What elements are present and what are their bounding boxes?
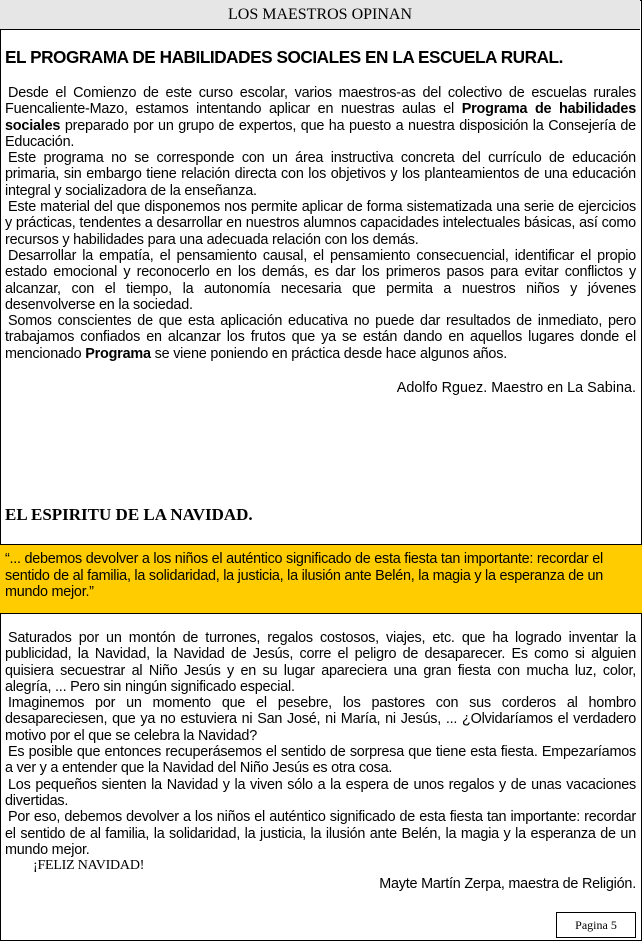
program-name-bold: Programa de habilidades sociales	[5, 101, 636, 134]
article-espiritu-navidad	[5, 630, 636, 893]
page-number-box: Pagina 5	[556, 912, 636, 938]
article1-body	[5, 85, 636, 362]
article1-paragraph-4: Desarrollar la empatía, el pensamiento causal, el pensamiento consecuencial, identificar el propio estado emocional y reconocerlo en los demás, es dar los primeros pasos para evitar conflictos y alcanzar, con el tiempo, la autonomía necesaria que permita a nuestros niños y jóvenes desenvolverse en la sociedad.	[5, 247, 636, 313]
article1-title: EL PROGRAMA DE HABILIDADES SOCIALES EN LA ESCUELA RURAL.	[5, 47, 563, 67]
program-bold: Programa	[85, 345, 151, 362]
article1-paragraph-2: Este programa no se corresponde con un área instructiva concreta del currículo de educación primaria, sin embargo tiene relación directa con los objetivos y los planteamientos de una educación integral y socializadora de la enseñanza.	[5, 150, 636, 199]
article-habilidades-sociales	[5, 47, 636, 396]
highlight-quote: “... debemos devolver a los niños el auténtico significado de esta fiesta tan importante: recordar el sentido de al familia, la solidaridad, la justicia, la ilusión ante Belén, la magia y la esperanza de un mundo mejor.”	[0, 544, 642, 614]
article2-paragraph-2: Imaginemos por un momento que el pesebre, los pastores con sus corderos al hombro desapareciesen, que ya no estuviera ni San José, ni María, ni Jesús, ... ¿Olvidaríamos el verdadero motivo por el que se celebra la Navidad?	[5, 695, 636, 744]
article2-paragraph-4: Los pequeños sienten la Navidad y la viven sólo a la espera de unos regalos y de unas vacaciones divertidas.	[5, 776, 636, 809]
article2-paragraph-5: Por eso, debemos devolver a los niños el auténtico significado de esta fiesta tan importante: recordar el sentido de al familia, la solidaridad, la justicia, la ilusión ante Belén, la magia y la esperanza de un mundo mejor.	[5, 809, 636, 858]
article1-signature: Adolfo Rguez. Maestro en La Sabina.	[396, 380, 636, 397]
article1-paragraph-5: Somos conscientes de que esta aplicación educativa no puede dar resultados de inmediato, pero trabajamos confiados en alcanzar los frutos que ya se están dando en aquellos lugares donde el mencionado Programa se viene poniendo en práctica desde hace algunos años.	[5, 313, 636, 362]
section-header: LOS MAESTROS OPINAN	[0, 0, 640, 30]
article1-paragraph-3: Este material del que disponemos nos permite aplicar de forma sistematizada una serie de ejercicios y prácticas, tendentes a desarrollar en nuestros alumnos capacidades intelectuales básicas, así como recursos y habilidades para una adecuada relación con los demás.	[5, 199, 636, 248]
article2-title: EL ESPIRITU DE LA NAVIDAD.	[5, 505, 253, 524]
feliz-navidad-greeting: ¡FELIZ NAVIDAD!	[33, 858, 145, 874]
article2-paragraph-3: Es posible que entonces recuperásemos el sentido de sorpresa que tiene esta fiesta. Empezaríamos a ver y a entender que la Navidad del Niño Jesús es otra cosa.	[5, 744, 636, 777]
article1-paragraph-1: Desde el Comienzo de este curso escolar, varios maestros-as del colectivo de escuelas rurales Fuencaliente-Mazo, estamos intentando aplicar en nuestras aulas el Programa de habilidades sociales preparado por un grupo de expertos, que ha puesto a nuestra disposición la Consejería de Educación.	[5, 85, 636, 150]
article2-paragraph-1: Saturados por un montón de turrones, regalos costosos, viajes, etc. que ha logrado inventar la publicidad, la Navidad, la Navidad de Jesús, corre el peligro de desaparecer. Es como si alguien quisiera secuestrar al Niño Jesús y en su lugar apareciera una gran fiesta con mucha luz, color, alegría, ... Pero sin ningún significado especial.	[5, 630, 636, 695]
article2-signature: Mayte Martín Zerpa, maestra de Religión.	[379, 876, 636, 893]
